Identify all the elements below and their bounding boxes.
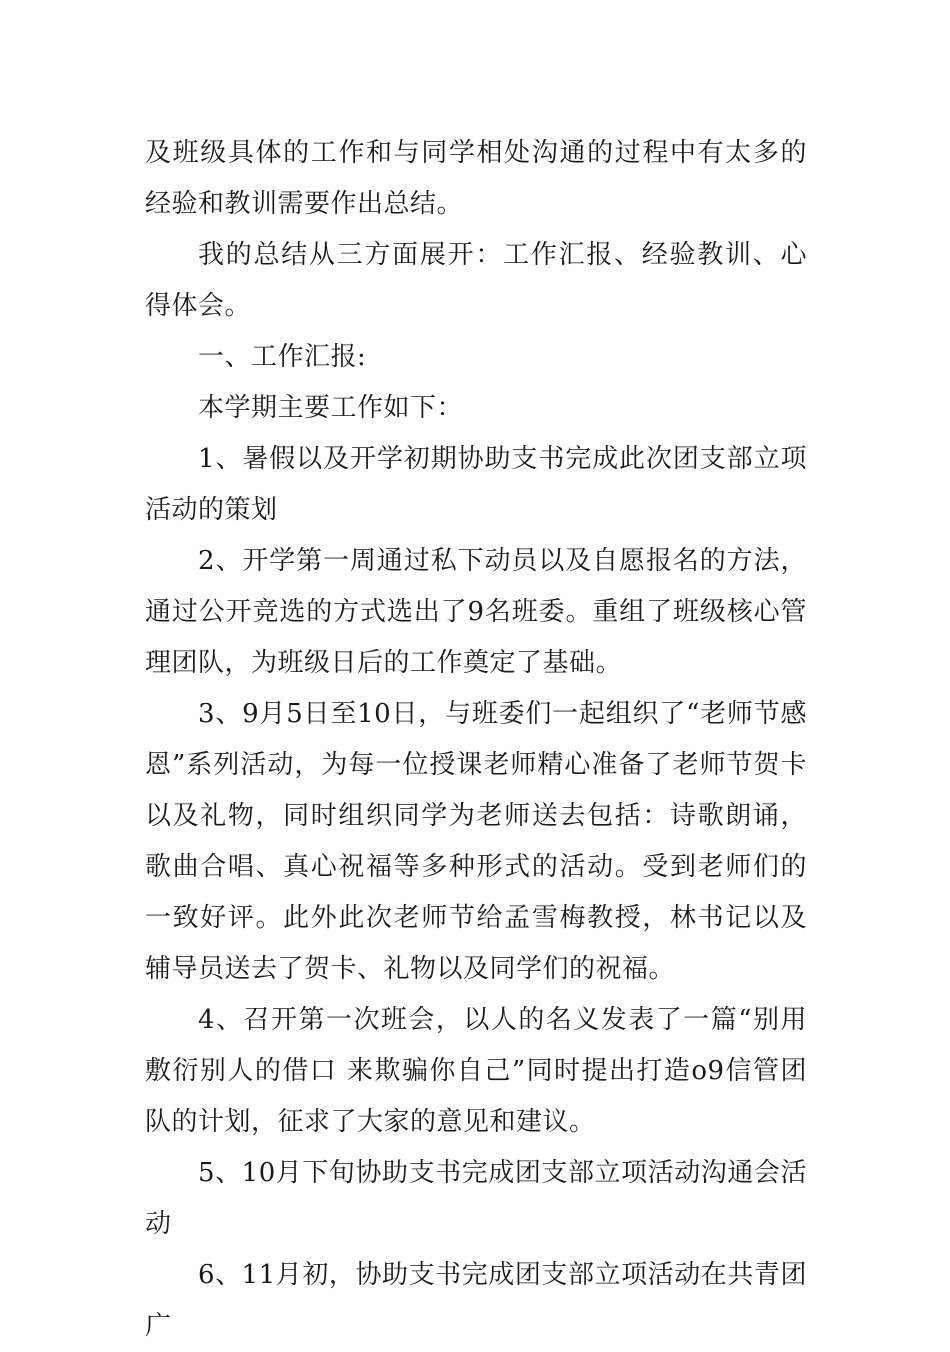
section-heading-work-report: 一、工作汇报: bbox=[198, 342, 367, 372]
list-item-5: 5、10月下旬协助支书完成团支部立项活动沟通会活动 bbox=[145, 1158, 807, 1239]
list-item-6: 6、11月初，协助支书完成团支部立项活动在共青团广 bbox=[145, 1260, 807, 1341]
paragraph-main-work-intro: 本学期主要工作如下： bbox=[198, 393, 464, 423]
list-item-3: 3、9月5日至10日，与班委们一起组织了“老师节感恩”系列活动，为每一位授课老师精心准备了老师节贺卡以及礼物，同时组织同学为老师送去包括：诗歌朗诵，歌曲合唱、真心祝福等多种形式的活动。受到老师们的一致好评。此外此次老师节给孟雪梅教授，林书记以及辅导员送去了贺卡、礼物以及同学们的祝福。 bbox=[145, 699, 807, 984]
list-item-1: 1、暑假以及开学初期协助支书完成此次团支部立项活动的策划 bbox=[145, 444, 807, 525]
paragraph-continuation: 及班级具体的工作和与同学相处沟通的过程中有太多的经验和教训需要作出总结。 bbox=[145, 138, 807, 219]
list-item-2: 2、开学第一周通过私下动员以及自愿报名的方法，通过公开竞选的方式选出了9名班委。重组了班级核心管理团队，为班级日后的工作奠定了基础。 bbox=[145, 546, 807, 678]
paragraph-summary-outline: 我的总结从三方面展开：工作汇报、经验教训、心得体会。 bbox=[145, 240, 807, 321]
list-item-4: 4、召开第一次班会，以人的名义发表了一篇“别用敷衍别人的借口 来欺骗你自己”同时提出打造o9信管团队的计划，征求了大家的意见和建议。 bbox=[145, 1005, 807, 1137]
document-body bbox=[145, 128, 807, 1352]
